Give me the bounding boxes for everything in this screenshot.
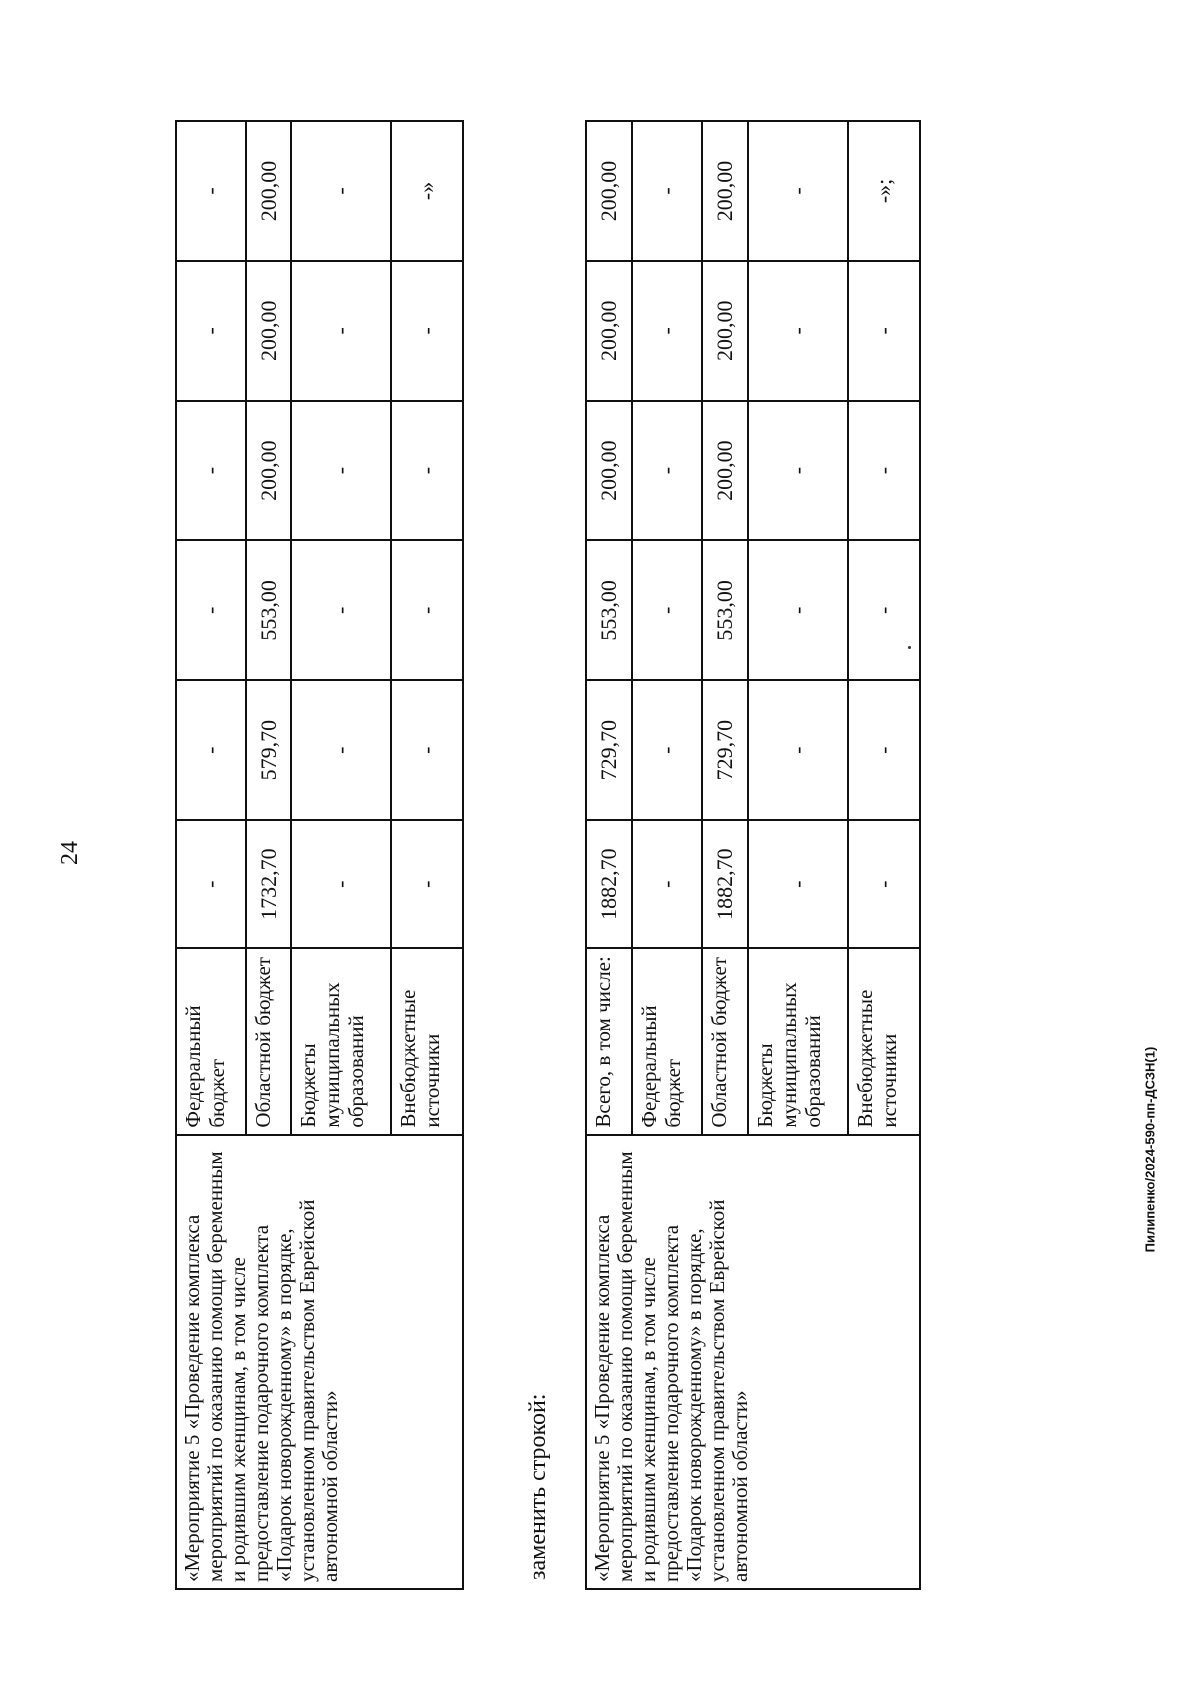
value-cell: 729,70	[702, 680, 748, 820]
value-cell: -	[291, 121, 391, 261]
value-cell: 553,00	[702, 540, 748, 680]
value-cell: -	[291, 680, 391, 820]
value-cell: 1882,70	[702, 820, 748, 948]
stray-dot	[908, 646, 911, 649]
funding-source: Федеральный бюджет	[176, 948, 246, 1134]
new-row-table	[585, 120, 921, 1590]
value-cell: -	[291, 401, 391, 541]
value-cell: -	[748, 401, 848, 541]
value-cell: -	[176, 820, 246, 948]
funding-source: Внебюджетные источники	[391, 948, 463, 1134]
value-cell: 553,00	[586, 540, 632, 680]
value-cell: -	[632, 680, 702, 820]
value-cell: -	[391, 540, 463, 680]
value-cell: -	[176, 680, 246, 820]
value-cell: -	[748, 261, 848, 401]
value-cell: -	[848, 401, 920, 541]
activity-description: «Мероприятие 5 «Проведение комплекса мероприятий по оказанию помощи беременным и родившим женщинам, в том числе предоставление подарочного комплекта «Подарок новорожденному» в порядке, установленном правительством Еврейской автономной области»	[586, 1135, 920, 1589]
value-cell: -	[632, 401, 702, 541]
value-cell: 200,00	[702, 401, 748, 541]
value-cell: 200,00	[246, 401, 291, 541]
value-cell: -	[848, 680, 920, 820]
value-cell: -	[848, 820, 920, 948]
value-cell: -	[391, 820, 463, 948]
value-cell: -	[632, 261, 702, 401]
funding-source: Федеральный бюджет	[632, 948, 702, 1134]
value-cell: -	[176, 261, 246, 401]
activity-description: «Мероприятие 5 «Проведение комплекса мероприятий по оказанию помощи беременным и родившим женщинам, в том числе предоставление подарочного комплекта «Подарок новорожденному» в порядке, установленном правительством Еврейской автономной области»	[176, 1135, 463, 1589]
value-cell: -	[291, 540, 391, 680]
funding-source: Внебюджетные источники	[848, 948, 920, 1134]
value-cell: -	[391, 401, 463, 541]
value-cell: -	[748, 121, 848, 261]
value-cell: 200,00	[246, 261, 291, 401]
value-cell: 729,70	[586, 680, 632, 820]
value-cell: -	[176, 401, 246, 541]
funding-source: Областной бюджет	[246, 948, 291, 1134]
page-number: 24	[57, 841, 83, 865]
value-cell: -	[291, 820, 391, 948]
value-cell: 1882,70	[586, 820, 632, 948]
value-cell: -»	[391, 121, 463, 261]
value-cell: -	[632, 540, 702, 680]
funding-source: Бюджеты муниципальных образований	[291, 948, 391, 1134]
value-cell: 200,00	[586, 261, 632, 401]
value-cell: 1732,70	[246, 820, 291, 948]
value-cell: 200,00	[702, 121, 748, 261]
table-row	[176, 121, 246, 1589]
value-cell: -	[632, 121, 702, 261]
value-cell: -	[176, 540, 246, 680]
value-cell: -	[748, 820, 848, 948]
value-cell: -	[748, 540, 848, 680]
value-cell: 553,00	[246, 540, 291, 680]
value-cell: -	[291, 261, 391, 401]
value-cell: 200,00	[586, 401, 632, 541]
value-cell: -	[391, 680, 463, 820]
value-cell: -	[632, 820, 702, 948]
value-cell: -	[176, 121, 246, 261]
value-cell: 200,00	[586, 121, 632, 261]
value-cell: -	[391, 261, 463, 401]
value-cell: 200,00	[246, 121, 291, 261]
value-cell: -	[848, 540, 920, 680]
footer-code	[1142, 1046, 1160, 1253]
table-row	[586, 121, 632, 1589]
rotated-content	[175, 120, 1175, 1590]
value-cell: 200,00	[702, 261, 748, 401]
funding-source: Бюджеты муниципальных образований	[748, 948, 848, 1134]
replace-caption: заменить строкой:	[525, 1393, 551, 1580]
funding-source: Областной бюджет	[702, 948, 748, 1134]
value-cell: -»;	[848, 121, 920, 261]
value-cell: 579,70	[246, 680, 291, 820]
old-row-table	[175, 120, 464, 1590]
footer-code-text: Пилипенко/2024-590-пп-ДСЗН(1)	[1142, 1046, 1158, 1253]
value-cell: -	[848, 261, 920, 401]
funding-source: Всего, в том числе:	[586, 948, 632, 1134]
value-cell: -	[748, 680, 848, 820]
